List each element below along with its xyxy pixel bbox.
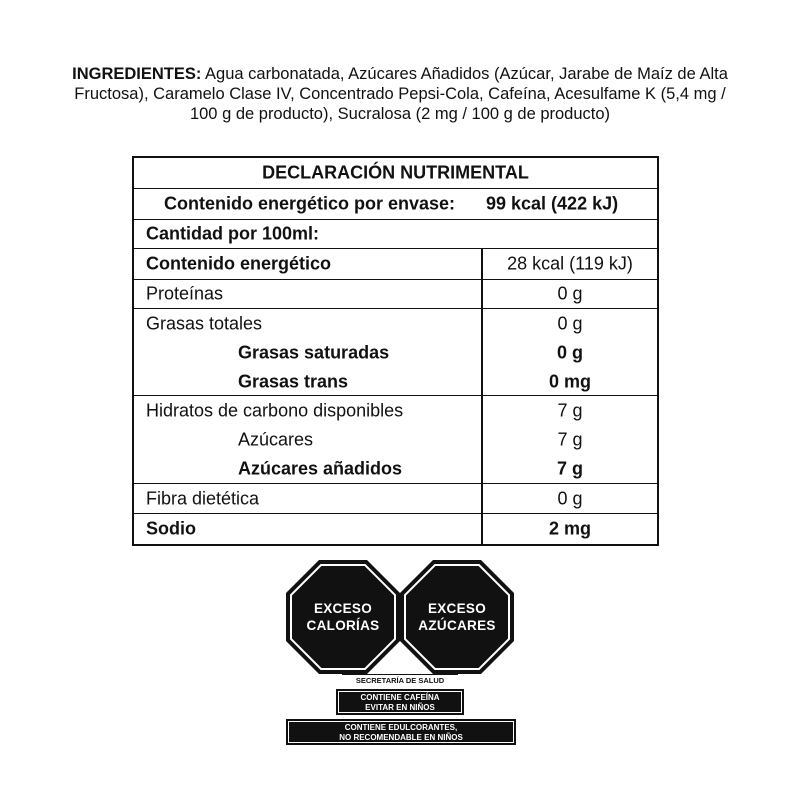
nutrient-label: Sodio — [146, 518, 196, 539]
nutrient-value: 28 kcal (119 kJ) — [507, 253, 633, 274]
nutrient-group-carbs — [134, 396, 657, 484]
warning-sweeteners — [286, 719, 516, 745]
nutrient-value: 7 g — [557, 429, 583, 449]
ingredients-list: Agua carbonatada, Azúcares Añadidos (Azúcar, Jarabe de Maíz de Alta Fructosa), Caramelo Clase IV, Concentrado Pepsi-Cola, Cafeína, Acesulfame K (5,4 mg / 100 g de producto), Sucralosa (2 mg / 100 g de producto) — [74, 65, 728, 123]
nutrient-row-carbs — [134, 396, 657, 425]
nutrient-row-proteins — [134, 280, 657, 309]
nutrient-row-total-fat — [134, 309, 657, 338]
seal-line2: CALORÍAS — [306, 618, 380, 633]
warning-line1: CONTIENE CAFEÍNA — [360, 693, 440, 702]
nutrient-label: Contenido energético — [146, 253, 332, 274]
nutrient-row-energy — [134, 249, 657, 280]
nutrition-title-row — [134, 158, 657, 189]
nutrition-title: DECLARACIÓN NUTRIMENTAL — [262, 162, 529, 183]
nutrient-value: 0 mg — [548, 371, 591, 391]
nutrient-value: 0 g — [556, 342, 583, 362]
warning-line2: NO RECOMENDABLE EN NIÑOS — [339, 732, 463, 742]
seal-line1: EXCESO — [427, 601, 487, 616]
ingredients-label: INGREDIENTES: — [72, 65, 202, 83]
nutrient-label: Proteínas — [146, 283, 224, 304]
nutrient-row-sugars — [134, 425, 657, 454]
nutrient-label: Azúcares — [238, 429, 314, 449]
per-unit-label: Cantidad por 100ml: — [146, 223, 320, 244]
nutrient-value: 7 g — [557, 400, 583, 420]
seal-line2: AZÚCARES — [418, 618, 496, 633]
warning-line1: CONTIENE EDULCORANTES, — [344, 723, 458, 732]
nutrient-label: Grasas saturadas — [238, 342, 390, 362]
energy-per-pack-label: Contenido energético por envase: — [164, 193, 456, 214]
seal-exceso-calorias — [284, 600, 402, 634]
nutrient-label: Hidratos de carbono disponibles — [146, 400, 404, 420]
nutrient-value: 0 g — [557, 313, 583, 333]
warning-caffeine — [336, 689, 464, 715]
nutrient-value: 0 g — [557, 488, 583, 508]
nutrient-row-added-sugars — [134, 454, 657, 484]
nutrition-facts-table — [132, 156, 659, 546]
nutrient-group-fats — [134, 309, 657, 396]
energy-per-pack-value: 99 kcal (422 kJ) — [486, 193, 619, 214]
per-unit-row — [134, 220, 657, 249]
warning-seals — [280, 558, 520, 748]
seal-line1: EXCESO — [313, 601, 373, 616]
warning-line2: EVITAR EN NIÑOS — [365, 702, 435, 712]
nutrient-value: 2 mg — [548, 518, 591, 539]
nutrient-value: 0 g — [557, 283, 583, 304]
secretaria-de-salud-label: SECRETARÍA DE SALUD — [342, 674, 458, 685]
nutrient-label: Azúcares añadidos — [238, 458, 403, 479]
nutrient-row-trans-fat — [134, 367, 657, 396]
seal-exceso-azucares — [398, 600, 516, 634]
ingredients-text — [70, 64, 730, 124]
nutrient-value: 7 g — [556, 458, 583, 479]
energy-per-pack-row — [134, 189, 657, 220]
nutrient-label: Grasas totales — [146, 313, 263, 333]
nutrient-row-fiber — [134, 484, 657, 514]
nutrient-label: Grasas trans — [238, 371, 349, 391]
nutrient-row-sodium — [134, 514, 657, 544]
nutrient-label: Fibra dietética — [146, 488, 260, 508]
nutrient-row-saturated-fat — [134, 338, 657, 367]
